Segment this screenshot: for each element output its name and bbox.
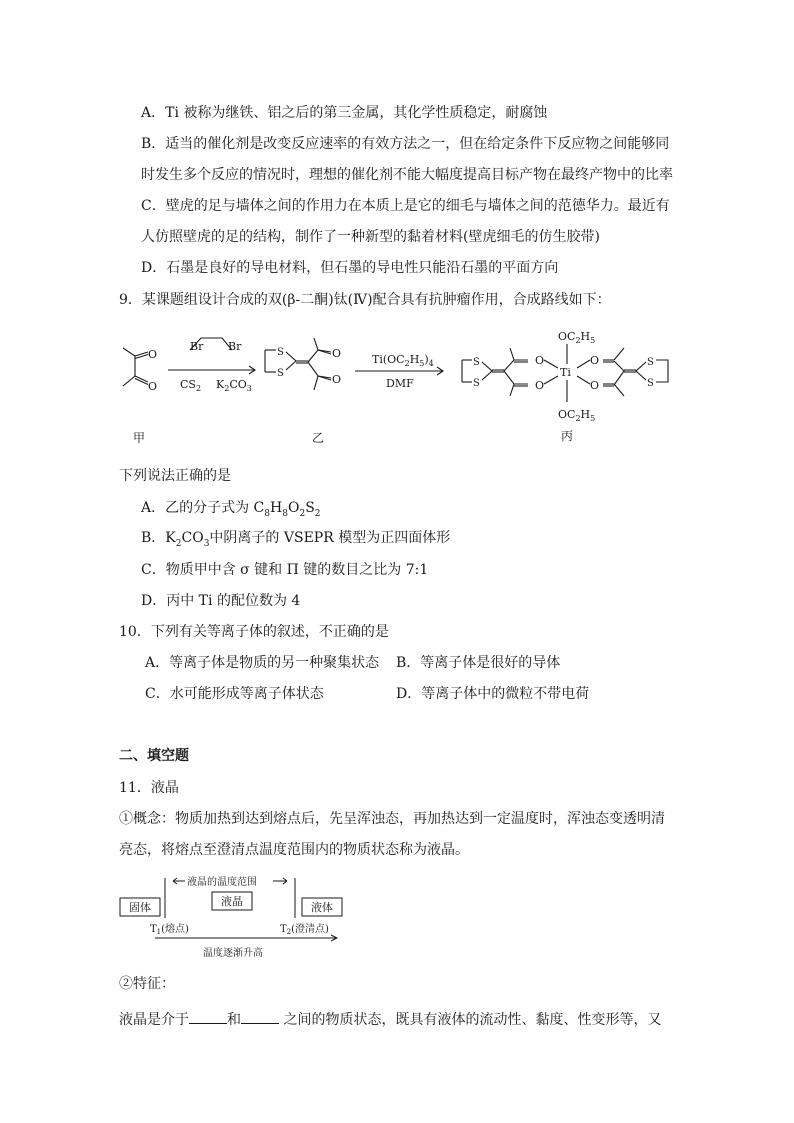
- label-jia: 甲: [133, 431, 146, 445]
- concept-line1: ①概念：物质加热到达到熔点后，先呈浑浊态，再加热达到一定温度时，浑浊态变透明清: [119, 811, 665, 827]
- reagent1-br-right: Br: [228, 340, 242, 353]
- diagram-liquid-crystal: 液晶: [221, 895, 243, 908]
- concept-line2: 亮态，将熔点至澄清点温度范围内的物质状态称为液晶。: [119, 842, 469, 858]
- bing-s1: S: [473, 357, 480, 368]
- yi-o-top: O: [332, 347, 342, 360]
- bing-ethoxy-top: $OC_2H_5$: [558, 330, 596, 345]
- q8-option-b-line1: B．适当的催化剂是改变反应速率的有效方法之一，但在给定条件下反应物之间能够同: [141, 136, 670, 152]
- diagram-t1: $T_1$(熔点): [150, 924, 189, 936]
- q10-option-c: C．水可能形成等离子体状态: [145, 686, 324, 702]
- label-yi: 乙: [312, 431, 325, 445]
- diagram-range-label: 液晶的温度范围: [187, 877, 257, 888]
- bing-o3: O: [590, 354, 600, 367]
- diagram-liquid: 液体: [311, 901, 333, 914]
- feature-line1: 液晶是介于 和 之间的物质状态，既具有液体的流动性、黏度、性变形等，又: [119, 1009, 661, 1030]
- q10-option-a: A．等离子体是物质的另一种聚集状态: [145, 655, 380, 671]
- liquid-crystal-diagram: [115, 870, 375, 960]
- blank-2[interactable]: [241, 1009, 279, 1024]
- q8-option-c-line1: C．壁虎的足与墙体之间的作用力在本质上是它的细毛与墙体之间的范德华力。最近有: [141, 198, 670, 214]
- q11-title: 11．液晶: [119, 780, 179, 796]
- bing-ti: Ti: [560, 366, 571, 379]
- circled-number-2: ②: [119, 976, 133, 992]
- bing-s2: S: [473, 378, 480, 389]
- bing-o1: O: [535, 354, 545, 367]
- q9-stem: 9．某课题组设计合成的双(β-二酮)钛(Ⅳ)配合具有抗肿瘤作用，合成路线如下：: [119, 292, 611, 308]
- q9-option-c: C．物质甲中含 σ 键和 Π 键的数目之比为 7:1: [141, 562, 429, 578]
- bing-s3: S: [647, 357, 654, 368]
- yi-o-bottom: O: [332, 373, 342, 386]
- q8-option-a: A．Ti 被称为继铁、铝之后的第三金属，其化学性质稳定，耐腐蚀: [141, 105, 548, 121]
- diagram-solid: 固体: [129, 901, 151, 914]
- q8-option-c-line2: 人仿照壁虎的足的结构，制作了一种新型的黏着材料(壁虎细毛的仿生胶带): [141, 229, 600, 245]
- q8-option-b-line2: 时发生多个反应的情况时，理想的催化剂不能大幅度提高目标产物在最终产物中的比率: [141, 167, 673, 183]
- jia-o-top: O: [148, 348, 158, 361]
- bing-o4: O: [590, 379, 600, 392]
- blank-1[interactable]: [189, 1009, 227, 1024]
- bing-s4: S: [647, 378, 654, 389]
- q10-option-d: D．等离子体中的微粒不带电荷: [396, 686, 590, 702]
- reagent1-br-left: Br: [190, 340, 204, 353]
- jia-skeleton: [123, 348, 135, 386]
- reagent1-cs2: $CS_2$: [180, 378, 202, 393]
- diagram-t2: $T_2$(澄清点): [280, 924, 329, 936]
- yi-s-top: S: [277, 347, 284, 358]
- q10-option-b: B．等离子体是很好的导体: [396, 655, 561, 671]
- reagent1-k2co3: $K_2CO_3$: [216, 378, 252, 393]
- reagent2-ti-oet: $Ti(OC_2H_5)_4$: [372, 353, 434, 368]
- q9-option-d: D．丙中 Ti 的配位数为 4: [141, 593, 301, 609]
- feature-title: ②特征：: [119, 976, 175, 992]
- synthesis-scheme: [0, 320, 794, 450]
- reagent2-dmf: DMF: [386, 377, 414, 390]
- jia-o-bottom: O: [148, 380, 158, 393]
- diagram-arrow-label: 温度逐渐升高: [203, 948, 263, 959]
- q9-option-a: A．乙的分子式为 $C_8H_8O_2S_2$: [141, 500, 321, 519]
- section-heading: 二、填空题: [119, 748, 189, 764]
- bing-o2: O: [535, 379, 545, 392]
- label-bing: 丙: [561, 429, 574, 443]
- yi-s-bottom: S: [277, 368, 284, 379]
- q10-stem: 10．下列有关等离子体的叙述，不正确的是: [119, 624, 389, 640]
- circled-number-1: ①: [119, 811, 133, 827]
- bing-ethoxy-bottom: $OC_2H_5$: [558, 408, 596, 423]
- q9-ask: 下列说法正确的是: [119, 468, 231, 484]
- q8-option-d: D．石墨是良好的导电材料，但石墨的导电性只能沿石墨的平面方向: [141, 260, 559, 276]
- q9-option-b: B．$K_2CO_3$中阴离子的 VSEPR 模型为正四面体形: [141, 530, 451, 549]
